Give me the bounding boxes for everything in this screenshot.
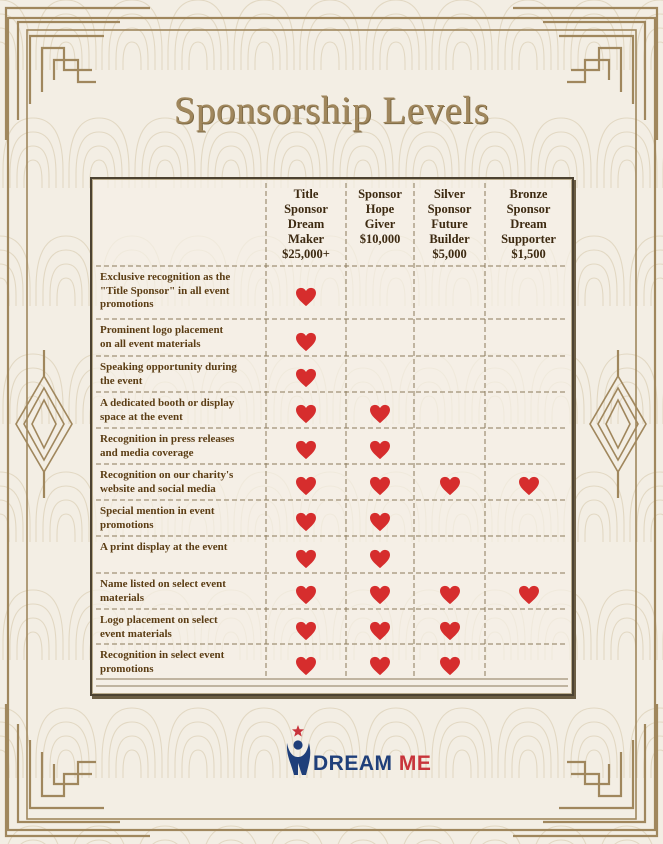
- column-header-line: Sponsor: [427, 202, 472, 216]
- column-header-line: $1,500: [511, 247, 546, 261]
- column-header-line: Sponsor: [506, 202, 551, 216]
- benefit-label-line: promotions: [100, 662, 154, 675]
- benefit-label: [100, 397, 258, 424]
- column-header-line: Sponsor: [284, 202, 328, 216]
- benefit-label-line: promotions: [100, 298, 154, 310]
- column-header-line: Sponsor: [358, 187, 402, 201]
- column-header-3: [414, 187, 485, 262]
- heart-icon: [369, 404, 391, 424]
- heart-icon: [295, 621, 317, 641]
- heart-icon: [369, 656, 391, 676]
- heart-icon: [369, 512, 391, 532]
- heart-icon: [369, 585, 391, 605]
- heart-icon: [295, 404, 317, 424]
- benefit-label-line: "Title Sponsor" in all event: [100, 284, 230, 297]
- benefit-label-line: Special mention in event: [100, 505, 215, 517]
- column-header-line: Bronze: [509, 187, 548, 201]
- heart-icon: [369, 621, 391, 641]
- benefit-label: [100, 505, 258, 532]
- benefit-label: [100, 324, 258, 351]
- benefit-label-line: A dedicated booth or display: [100, 397, 235, 409]
- heart-icon: [518, 585, 540, 605]
- heart-icon: [518, 476, 540, 496]
- column-header-line: Builder: [429, 232, 470, 246]
- benefit-label-line: event materials: [100, 627, 172, 640]
- column-header-line: Hope: [365, 202, 395, 216]
- benefit-label: [100, 433, 258, 460]
- benefit-label-line: on all event materials: [100, 337, 201, 350]
- column-header-2: [346, 187, 414, 247]
- logo-word-dream: DREAM: [313, 752, 393, 775]
- column-header-line: $25,000+: [282, 247, 330, 261]
- benefit-label-line: the event: [100, 374, 143, 387]
- benefit-label-line: A print display at the event: [100, 541, 228, 553]
- benefit-label-line: Name listed on select event: [100, 578, 226, 590]
- sponsorship-table: [90, 177, 574, 696]
- heart-icon: [369, 440, 391, 460]
- benefit-label: [100, 578, 258, 605]
- benefit-label-line: and media coverage: [100, 446, 194, 459]
- column-header-line: Future: [431, 217, 468, 231]
- benefit-label-line: Prominent logo placement: [100, 324, 224, 336]
- column-header-line: Silver: [433, 187, 466, 201]
- column-header-line: Supporter: [501, 232, 556, 246]
- benefit-label: [100, 614, 258, 641]
- heart-icon: [369, 476, 391, 496]
- column-header-line: Title: [293, 187, 319, 201]
- heart-icon: [295, 368, 317, 388]
- benefit-label-line: Recognition on our charity's: [100, 469, 234, 481]
- benefit-label-line: space at the event: [100, 410, 183, 423]
- column-header-4: [485, 187, 572, 262]
- heart-icon: [295, 476, 317, 496]
- heart-icon: [439, 476, 461, 496]
- heart-icon: [295, 656, 317, 676]
- column-header-line: Dream: [510, 217, 547, 231]
- benefit-label-line: Exclusive recognition as the: [100, 271, 231, 283]
- benefit-label-line: materials: [100, 591, 144, 604]
- column-header-1: [266, 187, 346, 262]
- heart-icon: [369, 549, 391, 569]
- benefit-label-line: promotions: [100, 518, 154, 531]
- benefit-label-line: Logo placement on select: [100, 614, 218, 626]
- benefit-label: [100, 361, 258, 388]
- column-header-line: $10,000: [359, 232, 401, 246]
- heart-icon: [295, 287, 317, 307]
- heart-icon: [439, 621, 461, 641]
- benefit-label-line: Recognition in select event: [100, 649, 225, 661]
- benefit-label: [100, 271, 258, 312]
- benefit-label-line: website and social media: [100, 482, 216, 495]
- benefit-label: [100, 649, 258, 676]
- benefit-label-line: Recognition in press releases: [100, 433, 235, 445]
- logo-word-me: ME: [398, 752, 432, 775]
- heart-icon: [439, 585, 461, 605]
- column-header-line: Maker: [287, 232, 325, 246]
- heart-icon: [295, 512, 317, 532]
- person-star-icon: [287, 725, 310, 775]
- heart-icon: [439, 656, 461, 676]
- column-header-line: $5,000: [432, 247, 467, 261]
- benefit-label: [100, 469, 258, 496]
- column-header-line: Dream: [287, 217, 325, 231]
- heart-icon: [295, 440, 317, 460]
- heart-icon: [295, 585, 317, 605]
- heart-icon: [295, 549, 317, 569]
- logo-wordmark: [313, 752, 431, 776]
- page-title: Sponsorship Levels: [173, 89, 490, 132]
- benefit-label-line: Speaking opportunity during: [100, 361, 237, 373]
- benefit-label: [100, 541, 258, 555]
- heart-icon: [295, 332, 317, 352]
- column-header-line: Giver: [364, 217, 396, 231]
